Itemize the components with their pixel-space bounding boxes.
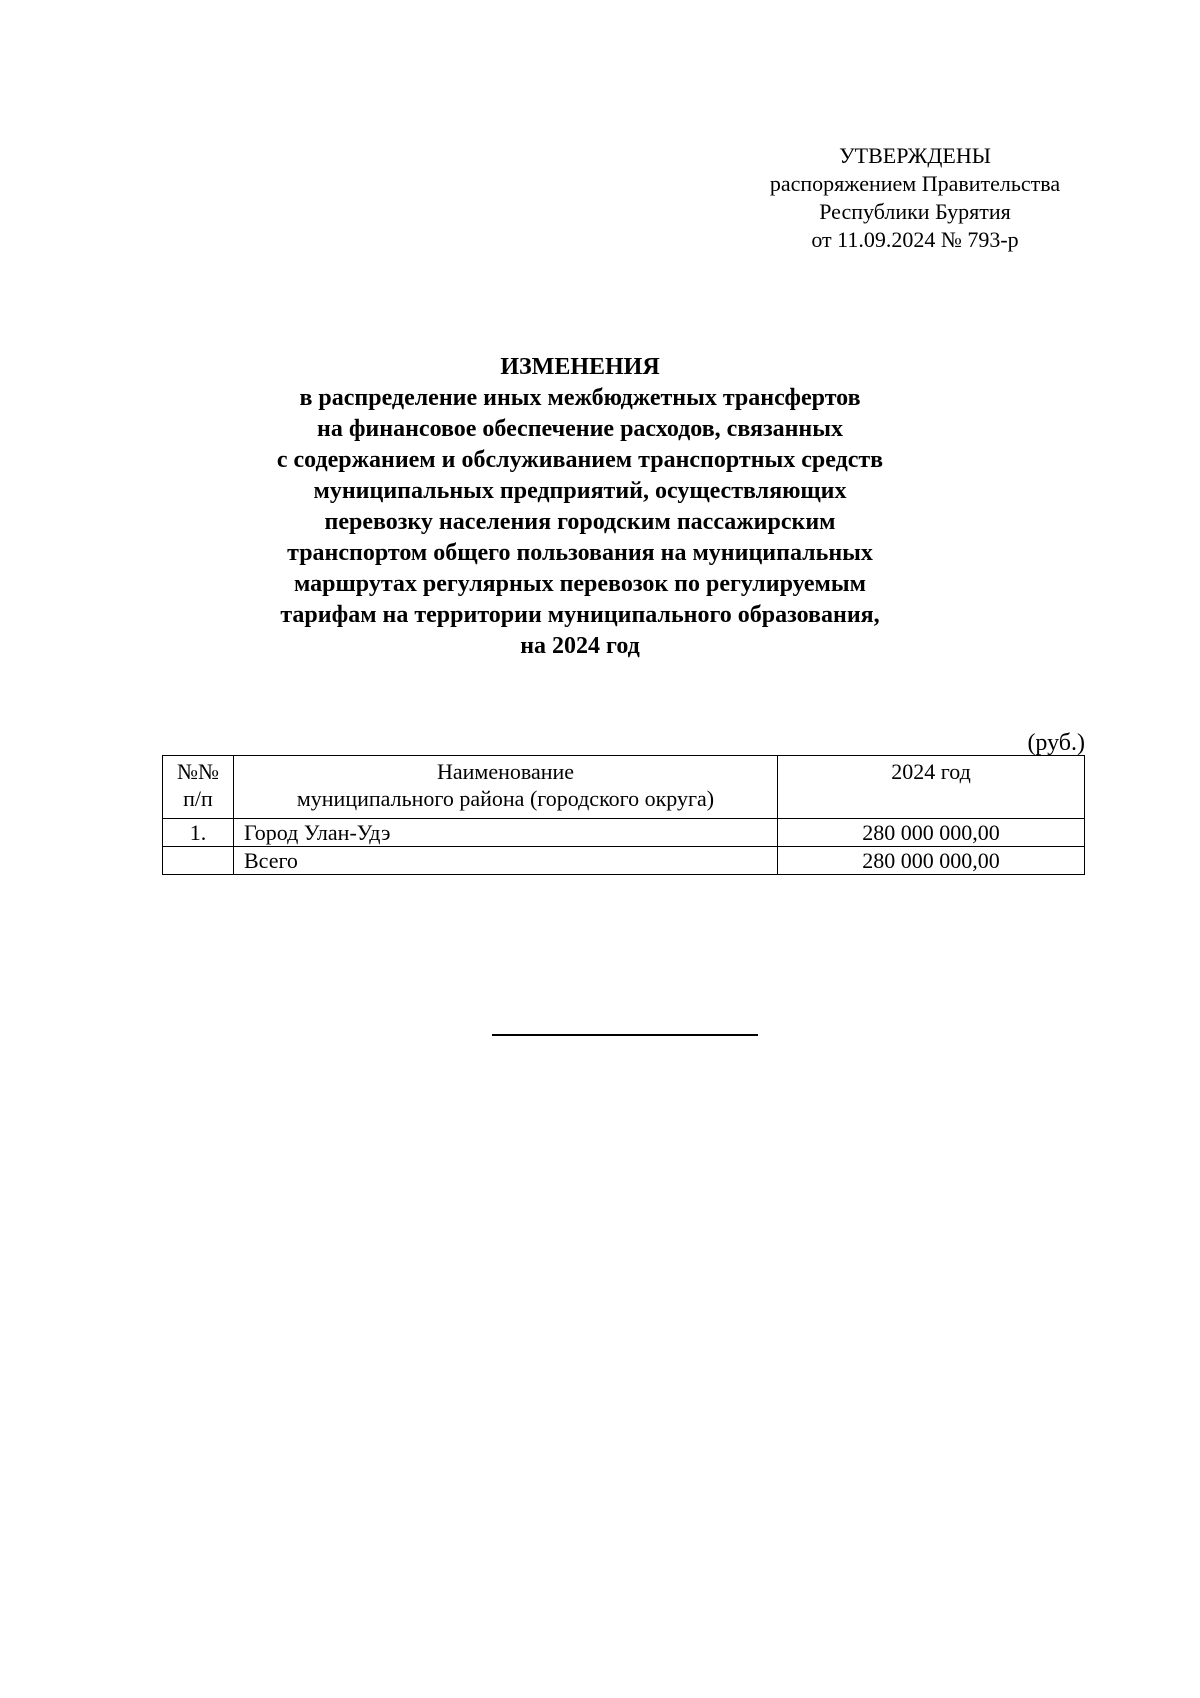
row-name: Город Улан-Удэ <box>233 819 777 847</box>
title-line: маршрутах регулярных перевозок по регулируемым <box>294 571 866 597</box>
document-title <box>180 352 980 662</box>
header-year-label: 2024 год <box>891 759 971 784</box>
table-header-row <box>163 756 1085 819</box>
title-line: в распределение иных межбюджетных трансфертов <box>299 385 861 411</box>
title-line: перевозку населения городским пассажирским <box>324 509 836 535</box>
header-year <box>778 756 1085 819</box>
header-name <box>233 756 777 819</box>
title-line: на финансовое обеспечение расходов, связанных <box>317 416 843 442</box>
currency-units: (руб.) <box>1027 730 1085 756</box>
end-divider <box>492 1034 758 1036</box>
row-number: 1. <box>163 819 234 847</box>
allocation-table <box>162 755 1085 875</box>
header-number <box>163 756 234 819</box>
approval-line: УТВЕРЖДЕНЫ <box>839 143 991 168</box>
header-name-line: Наименование <box>436 759 575 784</box>
approval-line: распоряжением Правительства <box>769 171 1061 196</box>
header-number-line: №№ <box>177 759 219 784</box>
approval-stamp <box>745 142 1085 254</box>
row-value: 280 000 000,00 <box>778 819 1085 847</box>
header-number-line: п/п <box>183 786 213 811</box>
header-name-line: муниципального района (городского округа) <box>296 786 715 811</box>
title-line: с содержанием и обслуживанием транспортных средств <box>276 447 884 473</box>
table-row <box>163 819 1085 847</box>
title-line: на 2024 год <box>520 633 640 659</box>
title-line: транспортом общего пользования на муниципальных <box>287 540 873 566</box>
approval-line: от 11.09.2024 № 793-р <box>811 227 1019 252</box>
title-heading: ИЗМЕНЕНИЯ <box>500 354 660 380</box>
approval-line: Республики Бурятия <box>819 199 1011 224</box>
table-total-row <box>163 847 1085 875</box>
row-name: Всего <box>233 847 777 875</box>
title-line: муниципальных предприятий, осуществляющих <box>313 478 847 504</box>
row-number <box>163 847 234 875</box>
title-line: тарифам на территории муниципального образования, <box>280 602 880 628</box>
row-value: 280 000 000,00 <box>778 847 1085 875</box>
